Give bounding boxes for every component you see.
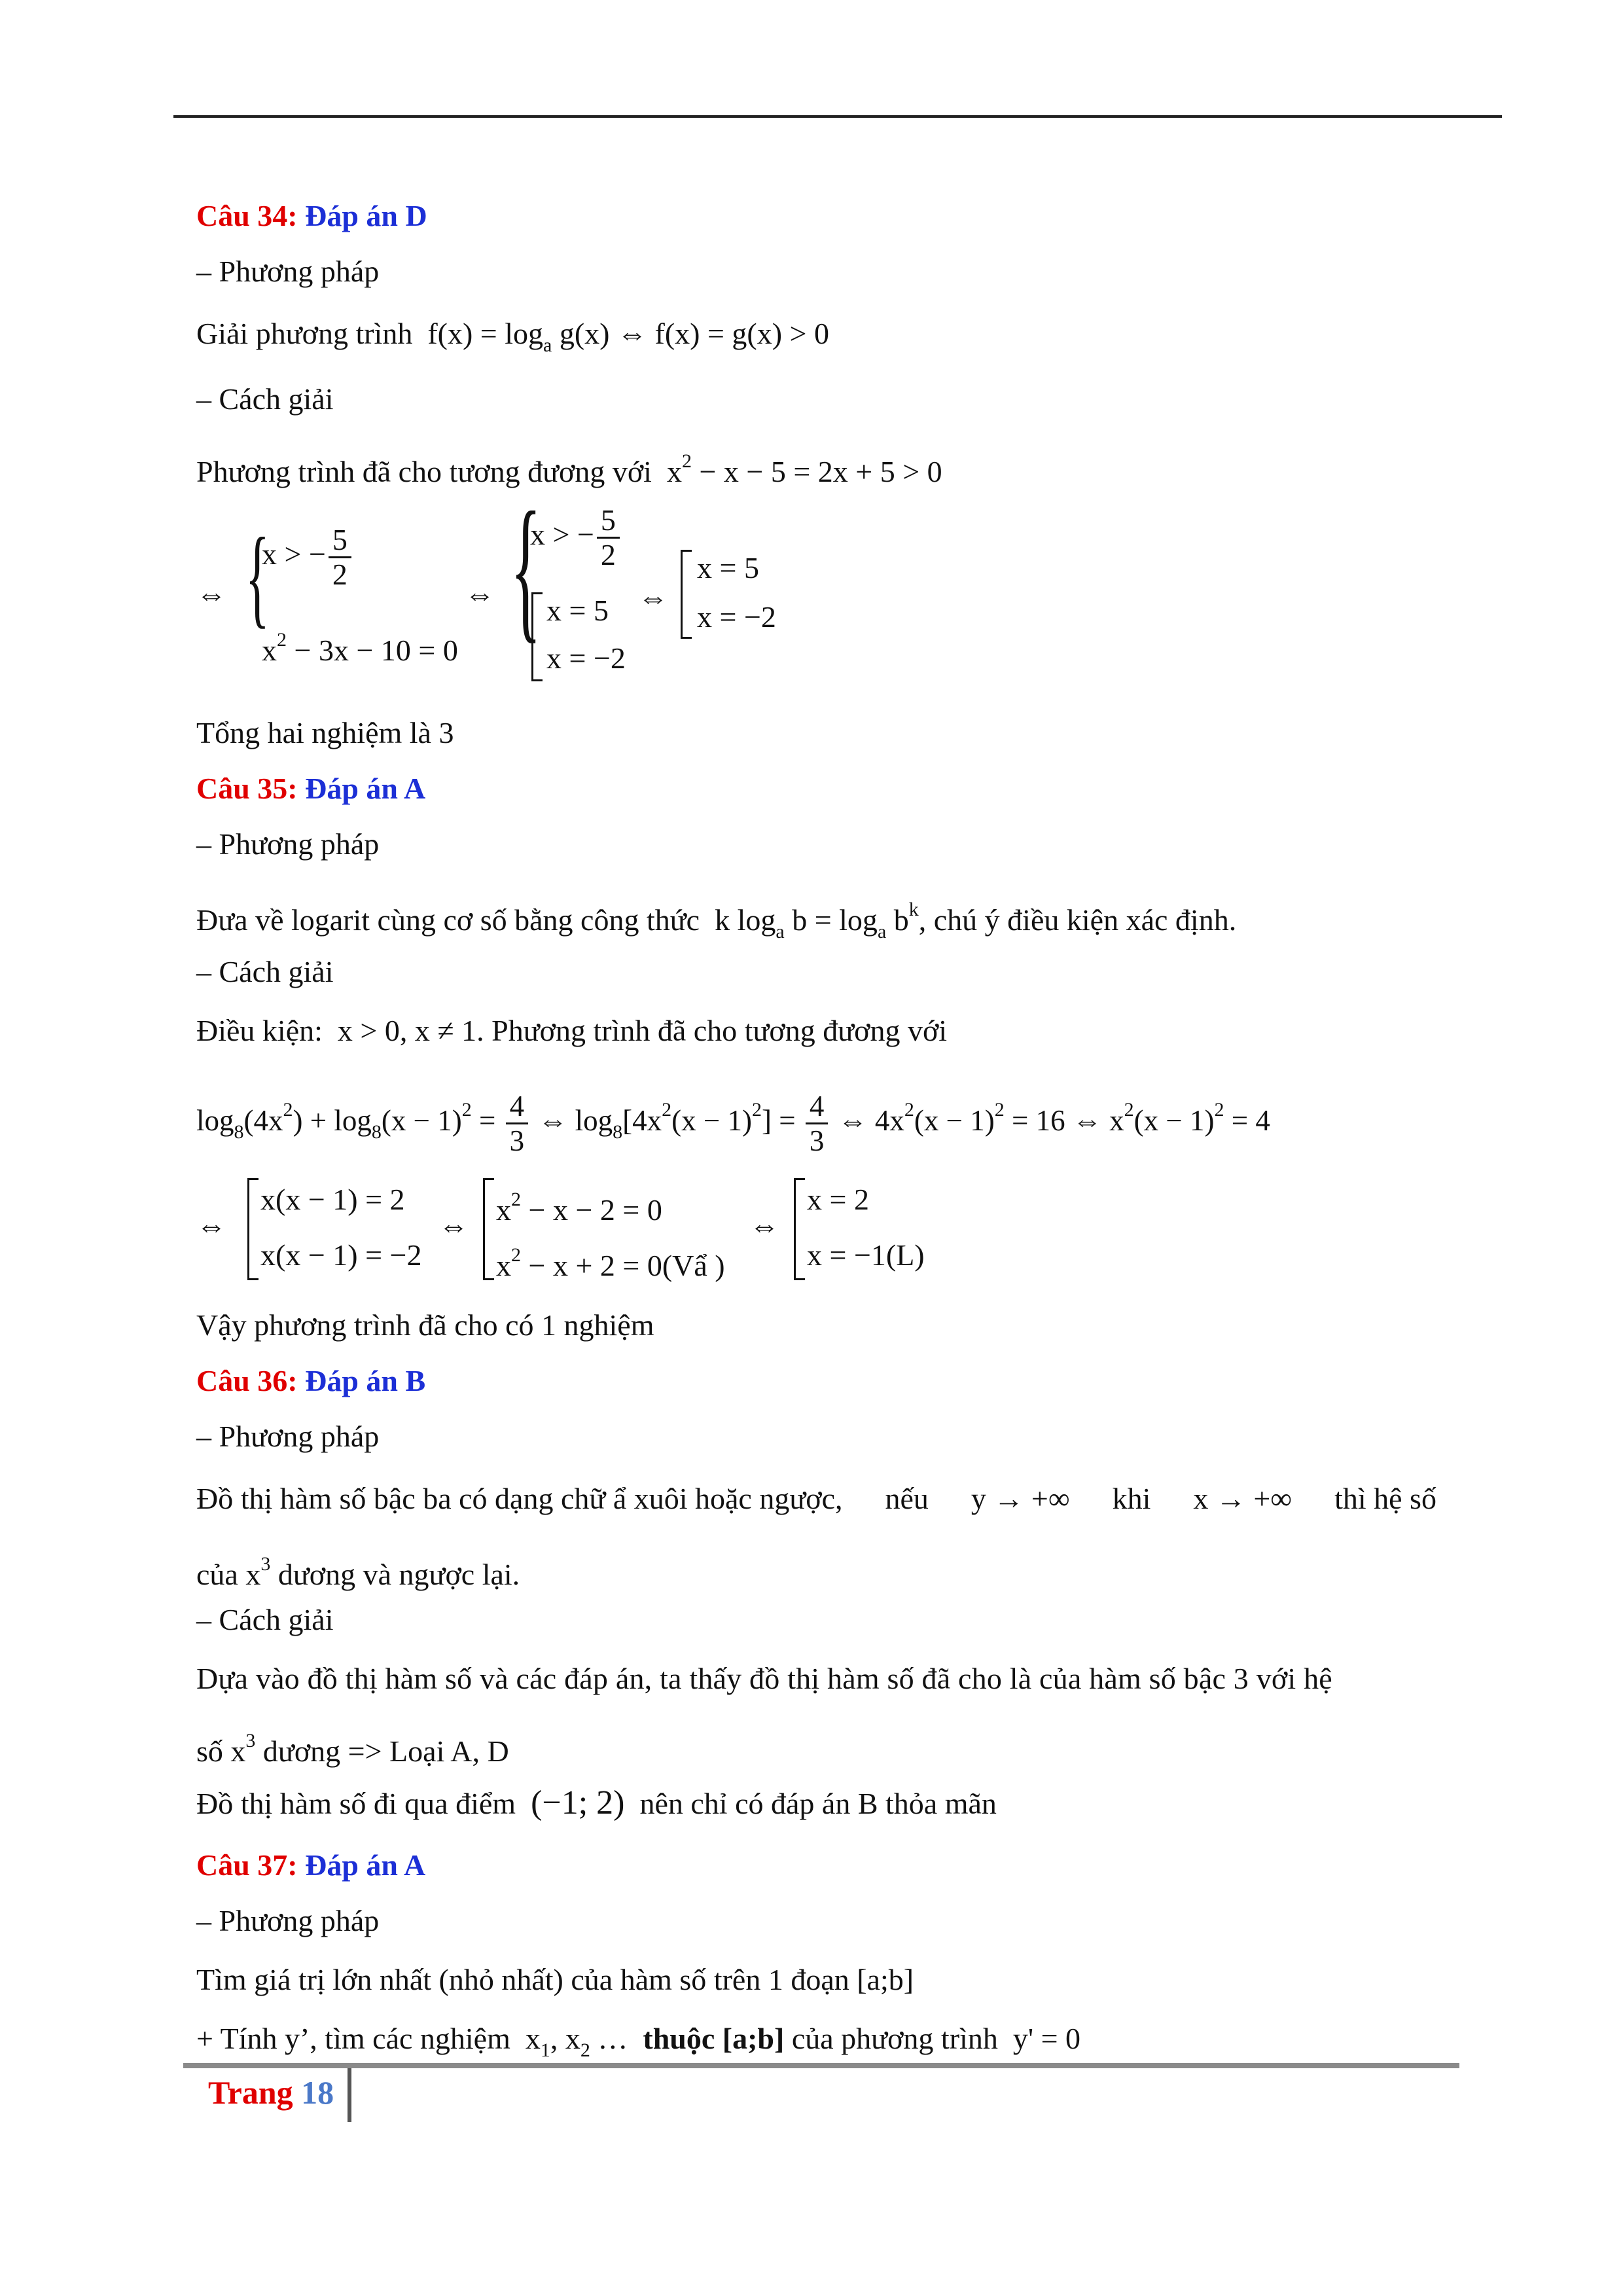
q35-case1-bracket	[247, 1178, 259, 1280]
q35-iff-2: ⇔	[438, 1209, 469, 1242]
q34-sys1-row1: x > − $\frac{5}{2}$	[262, 524, 354, 591]
q35-case1-row1: x(x − 1) = 2	[260, 1183, 405, 1216]
q35-method-label: – Phương pháp	[196, 827, 380, 861]
q37-heading	[196, 1846, 425, 1885]
q34-sys2-row2: x = 5	[546, 594, 609, 627]
footer-label: Trang	[208, 2074, 293, 2111]
footer-divider	[348, 2068, 351, 2122]
q36-point: (−1; 2)	[531, 1784, 625, 1821]
q35-iff-3: ⇔	[749, 1209, 779, 1242]
q34-sys2-row1: x > − $\frac{5}{2}$	[530, 504, 622, 571]
q35-case2-row2: $x^2 - x + 2$ = 0(Vẩ )	[496, 1244, 725, 1282]
q35-main-equation: $\log_8(4x^2) + \log_8(x - 1)^2$ = $\frac{4}{3}$ ⇔ $\log_8[4x^2(x - 1)^2]$ = $\frac{4}{3}$ ⇔ $4x^2(x - 1)^2 = 16$ ⇔ $x^2(x - 1)^2 = 4$	[196, 1090, 1270, 1157]
q35-iff-1: ⇔	[196, 1209, 226, 1242]
q34-conclusion: Tổng hai nghiệm là 3	[196, 716, 454, 749]
q34-sys3-row2: x = −2	[697, 600, 776, 634]
q35-method-text: Đưa về logarit cùng cơ số bằng công thức k $\log_a b = \log_a b^k$, chú ý điều kiện xác định.	[196, 899, 1237, 942]
q34-sys1-row2: $x^2 - 3x - 10 = 0$	[262, 629, 458, 667]
q34-answer: Đáp án D	[305, 199, 427, 232]
q37-method-line1: Tìm giá trị lớn nhất (nhỏ nhất) của hàm số trên 1 đoạn [a;b]	[196, 1963, 914, 1996]
q35-case2-row1: $x^2 - x - 2 = 0$	[496, 1189, 662, 1227]
q35-number: Câu 35:	[196, 772, 298, 805]
page-number: 18	[301, 2074, 334, 2111]
q34-number: Câu 34:	[196, 199, 298, 232]
q34-sys3-bracket	[681, 550, 692, 639]
q36-method-label: – Phương pháp	[196, 1420, 380, 1453]
q35-condition-eq: x > 0, x ≠ 1.	[337, 1014, 484, 1047]
q37-answer: Đáp án A	[305, 1848, 426, 1882]
q35-condition: Điều kiện: x > 0, x ≠ 1. Phương trình đã cho tương đương với	[196, 1014, 948, 1047]
q34-sys2-bracket	[531, 592, 543, 681]
q35-heading	[196, 769, 425, 808]
q35-answer: Đáp án A	[305, 772, 426, 805]
q36-number: Câu 36:	[196, 1364, 298, 1397]
q34-solve-label: – Cách giải	[196, 382, 334, 416]
footer-rule	[183, 2063, 1459, 2068]
q34-iff-1: ⇔	[196, 577, 226, 611]
q36-method-line1: Đồ thị hàm số bậc ba có dạng chữ ẩ xuôi hoặc ngược, nếu y → +∞ khi x → +∞ thì hệ số	[196, 1482, 1436, 1515]
q34-brace-2: {	[510, 479, 542, 656]
q37-method-line2: + Tính y’, tìm các nghiệm $x_1$, $x_2$ … thuộc [a;b] của phương trình y' = 0	[196, 2022, 1081, 2061]
q34-heading	[196, 196, 427, 236]
q37-number: Câu 37:	[196, 1848, 298, 1882]
q35-method-formula: k $\log_a b = \log_a b^k$	[715, 899, 919, 942]
q34-method-text: Giải phương trình $f(x) = \log_a g(x)$ ⇔ f(x) = g(x) > 0	[196, 317, 829, 356]
q35-conclusion: Vậy phương trình đã cho có 1 nghiệm	[196, 1308, 654, 1342]
q34-iff-3: ⇔	[638, 581, 668, 614]
q34-solve-text: Phương trình đã cho tương đương với $x^2 - x - 5 = 2x + 5 > 0$	[196, 450, 942, 488]
q35-case2-bracket	[483, 1178, 494, 1280]
q36-heading	[196, 1361, 425, 1401]
q35-case1-row2: x(x − 1) = −2	[260, 1238, 422, 1272]
q36-solve-line2: số $x^3$ dương => Loại A, D	[196, 1730, 509, 1768]
q35-case3-row1: x = 2	[807, 1183, 869, 1216]
q35-case3-row2: x = −1(L)	[807, 1238, 925, 1272]
q36-solve-line3: Đồ thị hàm số đi qua điểm (−1; 2) nên chỉ có đáp án B thỏa mãn	[196, 1784, 997, 1821]
q34-method-equation: $f(x) = \log_a g(x)$ ⇔ f(x) = g(x) > 0	[427, 317, 829, 356]
q34-method-label: – Phương pháp	[196, 255, 380, 288]
q36-method-line2: của $x^3$ dương và ngược lại.	[196, 1553, 520, 1591]
q35-solve-label: – Cách giải	[196, 955, 334, 988]
q34-sys3-row1: x = 5	[697, 551, 759, 584]
q34-sys2-row3: x = −2	[546, 641, 626, 675]
q35-case3-bracket	[794, 1178, 805, 1280]
q36-answer: Đáp án B	[305, 1364, 426, 1397]
q36-solve-line1: Dựa vào đồ thị hàm số và các đáp án, ta thấy đồ thị hàm số đã cho là của hàm số bậc 3 với hệ	[196, 1662, 1332, 1695]
q36-solve-label: – Cách giải	[196, 1603, 334, 1636]
q34-brace-1: {	[245, 515, 270, 638]
q34-iff-2: ⇔	[465, 577, 495, 611]
q37-method-label: – Phương pháp	[196, 1904, 380, 1937]
header-rule	[173, 115, 1502, 118]
q34-solve-equation: $x^2 - x - 5 = 2x + 5 > 0$	[666, 450, 942, 488]
page-footer	[208, 2073, 334, 2111]
